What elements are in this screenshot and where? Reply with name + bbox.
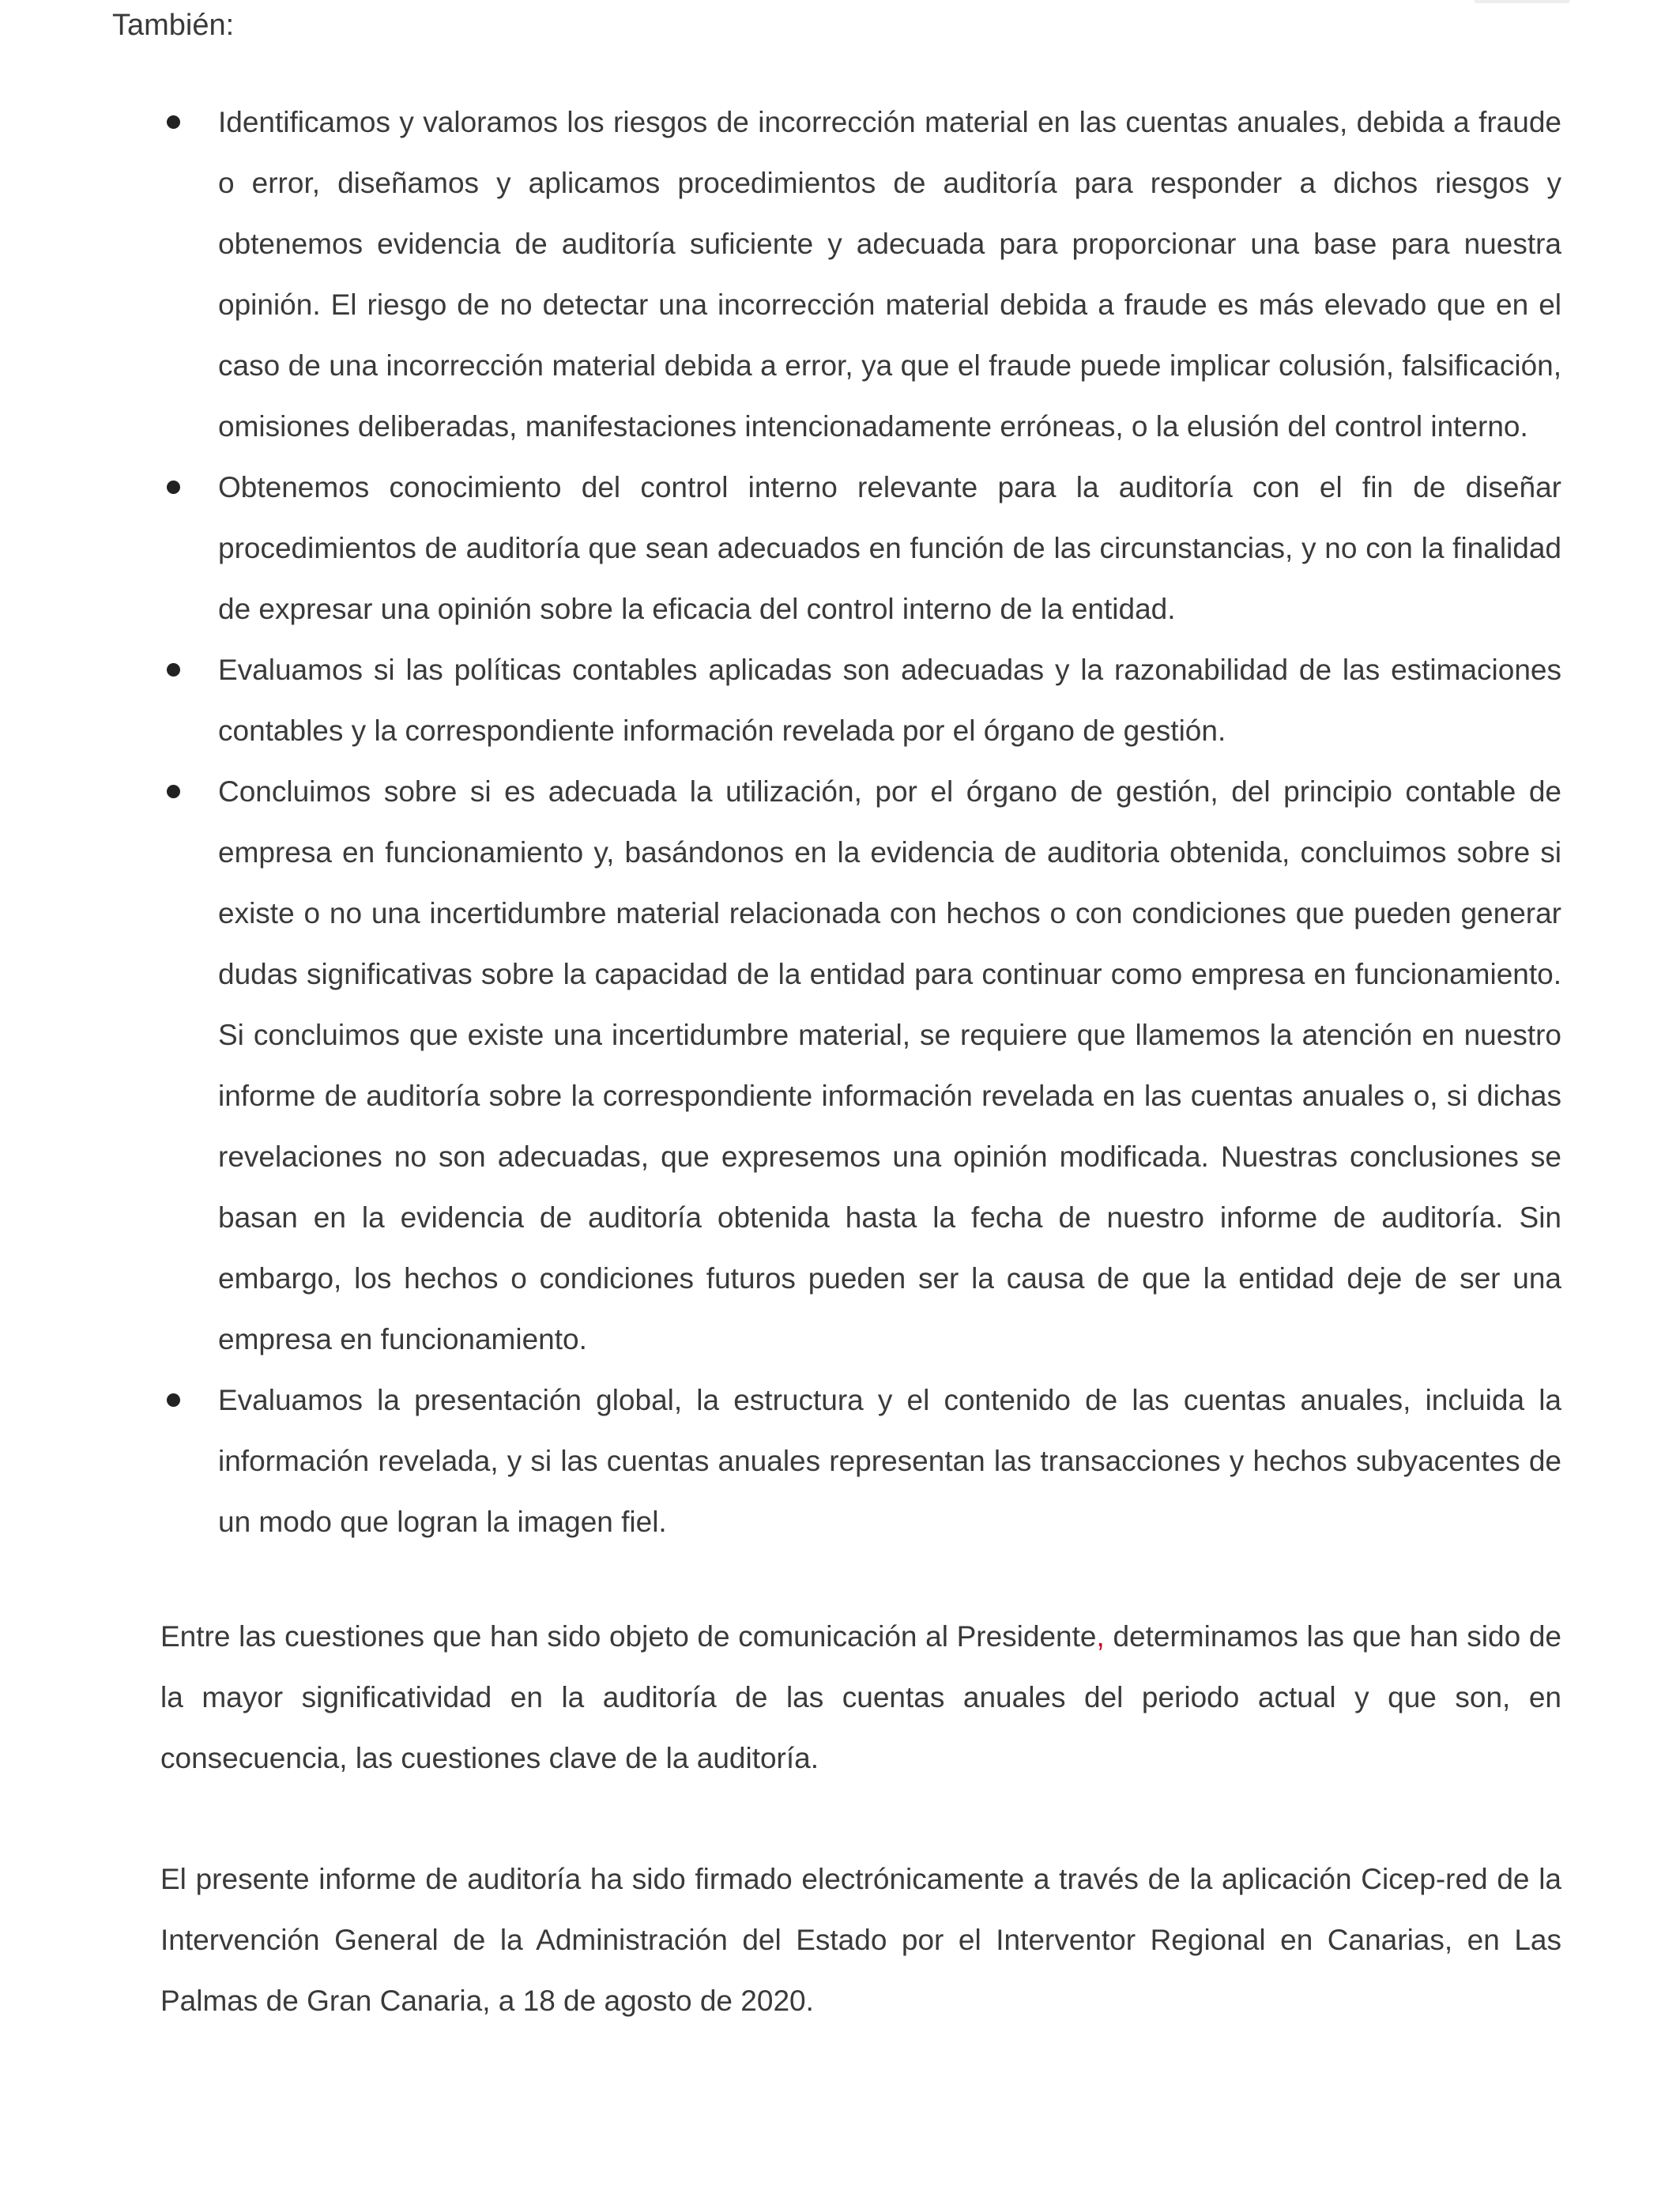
bullet-text-3: Evaluamos si las políticas contables aplicadas son adecuadas y la razonabilidad de las estimaciones contables y la correspondiente información revelada por el órgano de gestión.	[218, 654, 1561, 747]
bullet-dot-icon	[167, 115, 180, 129]
faint-header-mark	[1475, 0, 1569, 3]
key-matters-paragraph	[160, 1606, 1561, 1789]
bullet-text-1: Identificamos y valoramos los riesgos de incorrección material en las cuentas anuales, debida a fraude o error, diseñamos y aplicamos procedimientos de auditoría para responder a dichos riesgos y obtenemos evidencia de auditoría suficiente y adecuada para proporcionar una base para nuestra opinión. El riesgo de no detectar una incorrección material debida a fraude es más elevado que en el caso de una incorrección material debida a error, ya que el fraude puede implicar colusión, falsificación, omisiones deliberadas, manifestaciones intencionadamente erróneas, o la elusión del control interno.	[218, 106, 1561, 443]
bullet-item-1	[218, 92, 1561, 457]
bullet-dot-icon	[167, 481, 180, 494]
signature-paragraph: El presente informe de auditoría ha sido firmado electrónicamente a través de la aplicación Cicep-red de la Intervención General de la Administración del Estado por el Interventor Regional en Canarias, en Las Palmas de Gran Canaria, a 18 de agosto de 2020.	[160, 1863, 1561, 2017]
bullet-list	[218, 92, 1561, 1552]
bullet-text-2: Obtenemos conocimiento del control interno relevante para la auditoría con el fin de diseñar procedimientos de auditoría que sean adecuados en función de las circunstancias, y no con la finalidad de expresar una opinión sobre la eficacia del control interno de la entidad.	[218, 471, 1561, 625]
bullet-text-5: Evaluamos la presentación global, la estructura y el contenido de las cuentas anuales, incluida la información revelada, y si las cuentas anuales representan las transacciones y hechos subyacentes de un modo que logran la imagen fiel.	[218, 1384, 1561, 1538]
bullet-item-2	[218, 457, 1561, 639]
bullet-item-5	[218, 1370, 1561, 1552]
bullet-dot-icon	[167, 1393, 180, 1407]
intro-text: También:	[112, 9, 235, 42]
key-matters-text-start: Entre las cuestiones que han sido objeto de comunicación al Presidente	[160, 1620, 1097, 1653]
highlighted-comma: ,	[1096, 1620, 1105, 1653]
bullet-dot-icon	[167, 785, 180, 798]
key-matters-text-end: determinamos las que han sido de la mayor significatividad en la auditoría de las cuentas anuales del periodo actual y que son, en consecuencia, las cuestiones clave de la auditoría.	[160, 1620, 1561, 1774]
bullet-text-4: Concluimos sobre si es adecuada la utilización, por el órgano de gestión, del principio contable de empresa en funcionamiento y, basándonos en la evidencia de auditoria obtenida, concluimos sobre si existe o no una incertidumbre material relacionada con hechos o con condiciones que pueden generar dudas significativas sobre la capacidad de la entidad para continuar como empresa en funcionamiento. Si concluimos que existe una incertidumbre material, se requiere que llamemos la atención en nuestro informe de auditoría sobre la correspondiente información revelada en las cuentas anuales o, si dichas revelaciones no son adecuadas, que expresemos una opinión modificada. Nuestras conclusiones se basan en la evidencia de auditoría obtenida hasta la fecha de nuestro informe de auditoría. Sin embargo, los hechos o condiciones futuros pueden ser la causa de que la entidad deje de ser una empresa en funcionamiento.	[218, 775, 1561, 1355]
bullet-dot-icon	[167, 663, 180, 677]
bullet-item-4	[218, 761, 1561, 1370]
bullet-item-3	[218, 639, 1561, 761]
